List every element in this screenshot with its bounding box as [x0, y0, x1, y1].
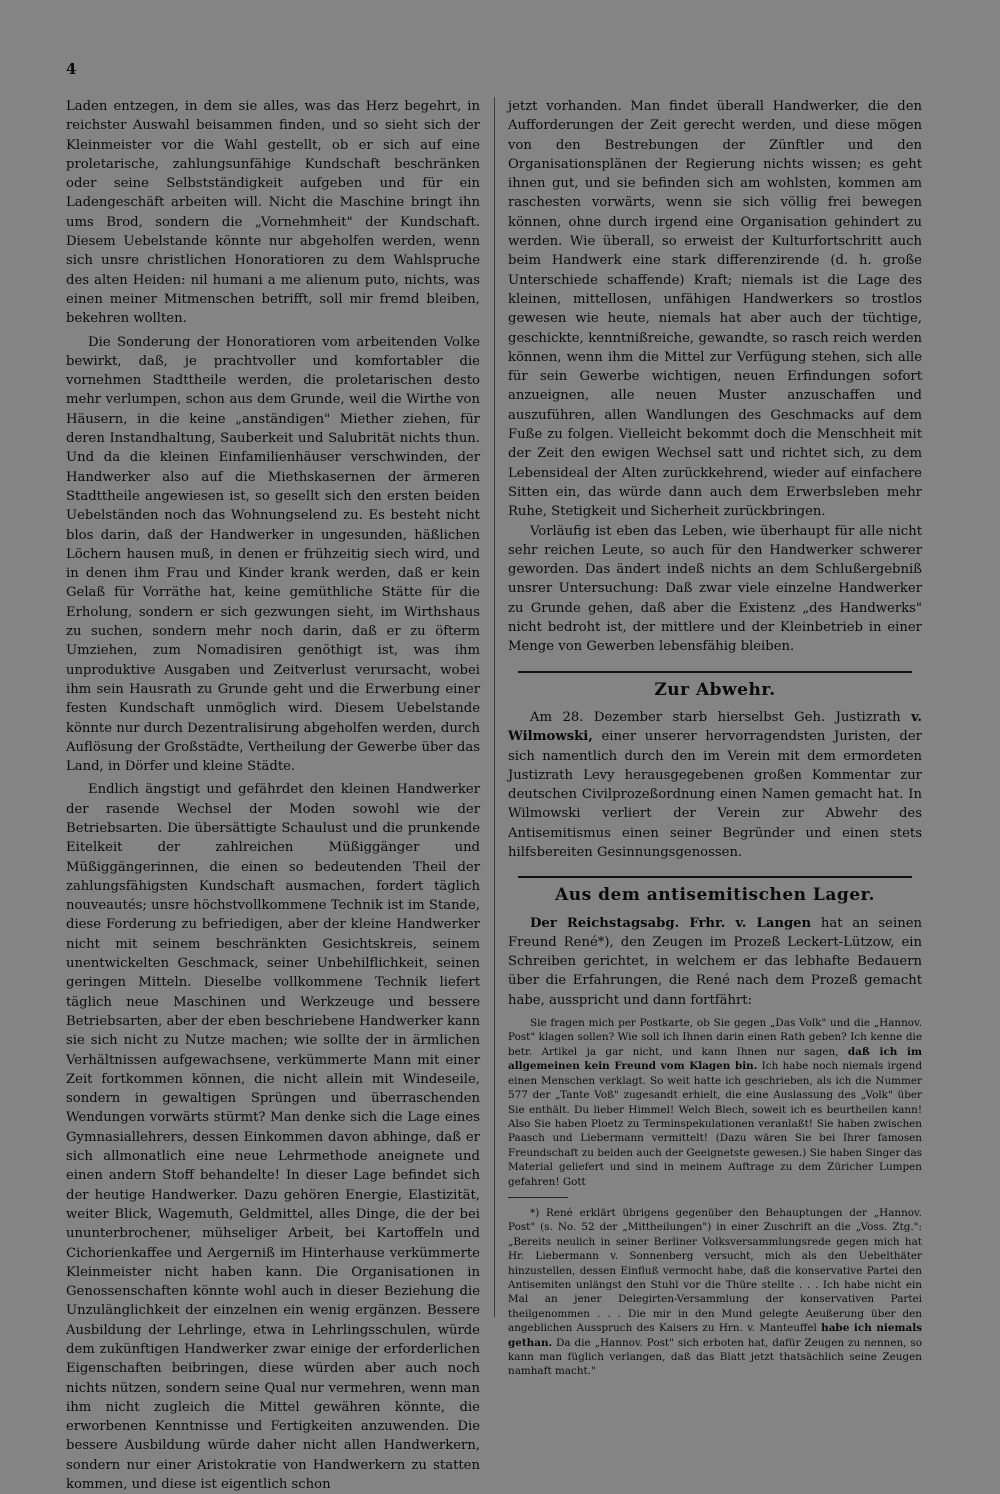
right-column — [508, 97, 922, 1379]
section-title-zur-abwehr: Zur Abwehr. — [654, 679, 776, 700]
abwehr-text-a: Am 28. Dezember starb hierselbst Geh. Justizrath — [530, 709, 912, 725]
lager-text: hat an seinen Freund René*), den Zeugen im Prozeß Leckert-Lützow, ein Schreiben gerichtet, in welchem er das lebhafte Bedauern über die Erfahrungen, die René nach dem Prozeß gemacht habe, ausspricht und dann fortfährt: — [508, 915, 922, 1008]
left-column — [66, 97, 480, 1494]
footnote-text-a: *) René erklärt übrigens gegenüber den Behauptungen der „Hannov. Post" (s. No. 52 der „Mittheilungen") in einer Zuschrift an die „Voss. Ztg.": „Bereits neulich in seiner Berliner Volksversammlungsrede gegen mich hat Hr. Liebermann v. Sonnenberg versucht, mich als den Uebelthäter hinzustellen, dessen Einfluß vermocht habe, daß die konservative Partei den Antisemiten unlängst den Stuhl vor die Thüre stellte . . . Ich habe nicht ein Mal an jener Delegirten-Versammlung der konservativen Partei theilgenommen . . . Die mir in den Mund gelegte Aeußerung über den angeblichen Ausspruch des Kaisers zu Hrn. v. Manteuffel — [508, 1206, 922, 1335]
right-paragraph-2: Vorläufig ist eben das Leben, wie überhaupt für alle nicht sehr reichen Leute, so auch für den Handwerker schwerer geworden. Das ändert indeß nichts an dem Schlußergebniß unsrer Untersuchung: Daß zwar viele einzelne Handwerker zu Grunde gehen, daß aber die Existenz „des Handwerks" nicht bedroht ist, der mittlere und der Kleinbetrieb in einer Menge von Gewerben lebensfähig bleiben. — [508, 523, 922, 655]
quote-bold: daß ich im allgemeinen kein Freund vom Klagen bin. — [508, 1045, 922, 1073]
page-number: 4 — [66, 60, 77, 78]
right-paragraph-1: jetzt vorhanden. Man findet überall Handwerker, die den Aufforderungen der Zeit gerecht werden, und diese mögen von den Bestrebungen der Zünftler und den Organisationsplänen der Regierung nichts wissen; es geht ihnen gut, und sie befinden sich am wohlsten, kommen am raschesten vorwärts, wenn sie sich völlig frei bewegen können, ohne durch irgend eine Organisation gehindert zu werden. Wie überall, so erweist der Kulturfortschritt auch beim Handwerk eine stark differenzirende (d. h. große Unterschiede schaffende) Kraft; niemals ist die Lage des kleinen, mittellosen, unfähigen Handwerkers so trostlos gewesen wie heute, niemals hat aber auch der tüchtige, geschickte, kenntnißreiche, gewandte, so rasch reich werden können, wenn ihm die Mittel zur Verfügung stehen, sich alle für sein Gewerbe wichtigen, neuen Erfindungen sofort anzueignen, alle neuen Muster anzuschaffen und auszuführen, allen Wandlungen des Geschmacks auf dem Fuße zu folgen. Vielleicht bekommt doch die Menschheit mit der Zeit den ewigen Wechsel satt und richtet sich, zu dem Lebensideal der Alten zurückkehrend, wieder auf einfachere Sitten ein, das würde dann auch dem Erwerbsleben mehr Ruhe, Stetigkeit und Sicherheit zurückbringen. — [508, 99, 922, 520]
abwehr-text-b: einer unserer hervorragendsten Juristen, der sich namentlich durch den im Verein mit dem ermordeten Justizrath Levy herausgegebenen großen Kommentar zur deutschen Civilprozeßordnung einen Namen gemacht hat. In Wilmowski verliert der Verein zur Abwehr des Antisemitismus einen seiner Begründer und einen stets hilfsbereiten Gesinnungsgenossen. — [508, 729, 922, 860]
lager-lead: Der Reichstagsabg. Frhr. v. Langen — [530, 915, 812, 931]
quoted-letter — [508, 1016, 922, 1189]
quote-text-b: Ich habe noch niemals irgend einen Menschen verklagt. So weit hatte ich geschrieben, als ich die Nummer 577 der „Tante Voß" zugesandt erhielt, die eine Auslassung des „Volk" über Sie enthält. Du lieber Himmel! Welch Blech, soweit ich es beurtheilen kann! Also Sie haben Ploetz zu Terminspekulationen veranlaßt! Sie haben zwischen Paasch und Liebermann vermittelt! (Dazu wären Sie bei Ihrer famosen Freundschaft zu beiden auch der Geeignetste gewesen.) Sie haben Singer das Material geliefert und sind in meinem Auftrage zu dem Züricher Lumpen gefahren! Gott — [508, 1060, 922, 1188]
section-separator — [518, 876, 912, 878]
footnote-rule — [508, 1197, 568, 1198]
left-paragraph-1: Laden entzegen, in dem sie alles, was das Herz begehrt, in reichster Auswahl beisammen finden, und so sieht sich der Kleinmeister vor die Wahl gestellt, ob er sich auf eine proletarische, zahlungsunfähige Kundschaft beschränken oder seine Selbstständigkeit aufgeben und für ein Ladengeschäft arbeiten will. Nicht die Maschine bringt ihn ums Brod, sondern die „Vornehmheit" der Kundschaft. Diesem Uebelstande könnte nur abgeholfen werden, wenn sich unsre christlichen Honoratioren zu dem Wahlspruche des alten Heiden: nil humani a me alienum puto, nichts, was einen meiner Mitmenschen betrifft, soll mir fremd bleiben, bekehren wollten. — [66, 99, 480, 327]
lager-paragraph — [508, 914, 922, 1010]
footnote-bold: habe ich niemals gethan. — [508, 1322, 922, 1349]
footnote — [508, 1206, 922, 1379]
quote-text-a: Sie fragen mich per Postkarte, ob Sie gegen „Das Volk" und die „Hannov. Post" klagen sollen? Wie soll ich Ihnen darin einen Rath geben? Ich kenne die betr. Artikel ja gar nicht, und kann Ihnen nur sagen, — [508, 1017, 922, 1058]
column-divider — [494, 97, 495, 1317]
section-separator — [518, 671, 912, 673]
abwehr-paragraph — [508, 708, 922, 862]
section-title-antisemitisches-lager: Aus dem antisemitischen Lager. — [555, 885, 875, 906]
left-paragraph-3: Endlich ängstigt und gefährdet den kleinen Handwerker der rasende Wechsel der Moden sowohl wie der Betriebsarten. Die übersättigte Schaulust und die prunkende Eitelkeit der zahlreichen Müßiggänger und Müßiggängerinnen, die einen so bedeutenden Theil der zahlungsfähigsten Kundschaft ausmachen, fordert täglich nouveautés; unsre höchstvollkommene Technik ist im Stande, diese Forderung zu befriedigen, aber der kleine Handwerker nicht mit seinem beschränkten Gesichtskreis, seinem unentwickelten Geschmack, seiner Unbehilflichkeit, seinen geringen Mitteln. Dieselbe vollkommene Technik liefert täglich neue Maschinen und Werkzeuge und bessere Betriebsarten, aber der eben beschriebene Handwerker kann sie sich nicht zu Nutze machen; wie sollte der in ärmlichen Verhältnissen aufgewachsene, verkümmerte Mann mit einer Zeit fortkommen können, die nicht allein mit Windeseile, sondern in gewaltigen Sprüngen und überraschenden Wendungen vorwärts stürmt? Man denke sich die Lage eines Gymnasiallehrers, dessen Einkommen davon abhinge, daß er sich allmonatlich eine neue Lehrmethode aneignete und einen andern Stoff behandelte! In dieser Lage befindet sich der heutige Handwerker. Dazu gehören Energie, Elastizität, weiter Blick, Wagemuth, Geldmittel, alles Dinge, die der bei ununterbrochener, mühseliger Arbeit, bei Kartoffeln und Cichorienkaffee und Aergerniß im Hinterhause verkümmerte Kleinmeister nicht haben kann. Die Organisationen in Genossenschaften könnte wohl auch in dieser Beziehung die Unzulänglichkeit der einzelnen ein wenig ergänzen. Bessere Ausbildung der Lehrlinge, etwa in Lehrlingsschulen, würde dem zukünftigen Handwerker zwar einige der erforderlichen Eigenschaften beibringen, diese würden aber auch noch nichts nützen, sondern seine Qual nur vermehren, wenn man ihm nicht zugleich die Mittel gewähren könnte, die erworbenen Kenntnisse und Fertigkeiten anzuwenden. Die bessere Ausbildung würde daher nicht allen Handwerkern, sondern nur einer Aristokratie von Handwerkern zu statten kommen, und diese ist eigentlich schon — [66, 782, 480, 1493]
footnote-text-b: Da die „Hannov. Post" sich erboten hat, dafür Zeugen zu nennen, so kann man füglich verlangen, daß das Blatt jetzt thatsächlich seine Zeugen namhaft macht." — [508, 1336, 922, 1378]
left-paragraph-2: Die Sonderung der Honoratioren vom arbeitenden Volke bewirkt, daß, je prachtvoller und komfortabler die vornehmen Stadttheile werden, die proletarischen desto mehr verlumpen, schon aus dem Grunde, weil die Wirthe von Häusern, in die keine „anständigen" Miether ziehen, für deren Instandhaltung, Sauberkeit und Salubrität nichts thun. Und da die kleinen Einfamilienhäuser verschwinden, der Handwerker also auf die Miethskasernen der ärmeren Stadttheile angewiesen ist, so gesellt sich den ersten beiden Uebelständen noch das Wohnungselend zu. Es besteht nicht blos darin, daß der Handwerker in ungesunden, häßlichen Löchern hausen muß, in denen er frühzeitig siech wird, und in denen ihm Frau und Kinder krank werden, daß er kein Gelaß für Vorräthe hat, keine gemüthliche Stätte für die Erholung, sondern er sich gezwungen sieht, im Wirthshaus zu suchen, sondern mehr noch darin, daß er zu öfterm Umziehen, zum Nomadisiren genöthigt ist, was ihm unproduktive Ausgaben und Zeitverlust verursacht, wobei ihm sein Hausrath zu Grunde geht und die Erwerbung einer festen Kundschaft unmöglich wird. Diesem Uebelstande könnte nur durch Dezentralisirung abgeholfen werden, durch Auflösung der Großstädte, Vertheilung der Gewerbe über das Land, in Dörfer und kleine Städte. — [66, 334, 480, 775]
abwehr-name: v. Wilmowski, — [508, 709, 922, 745]
